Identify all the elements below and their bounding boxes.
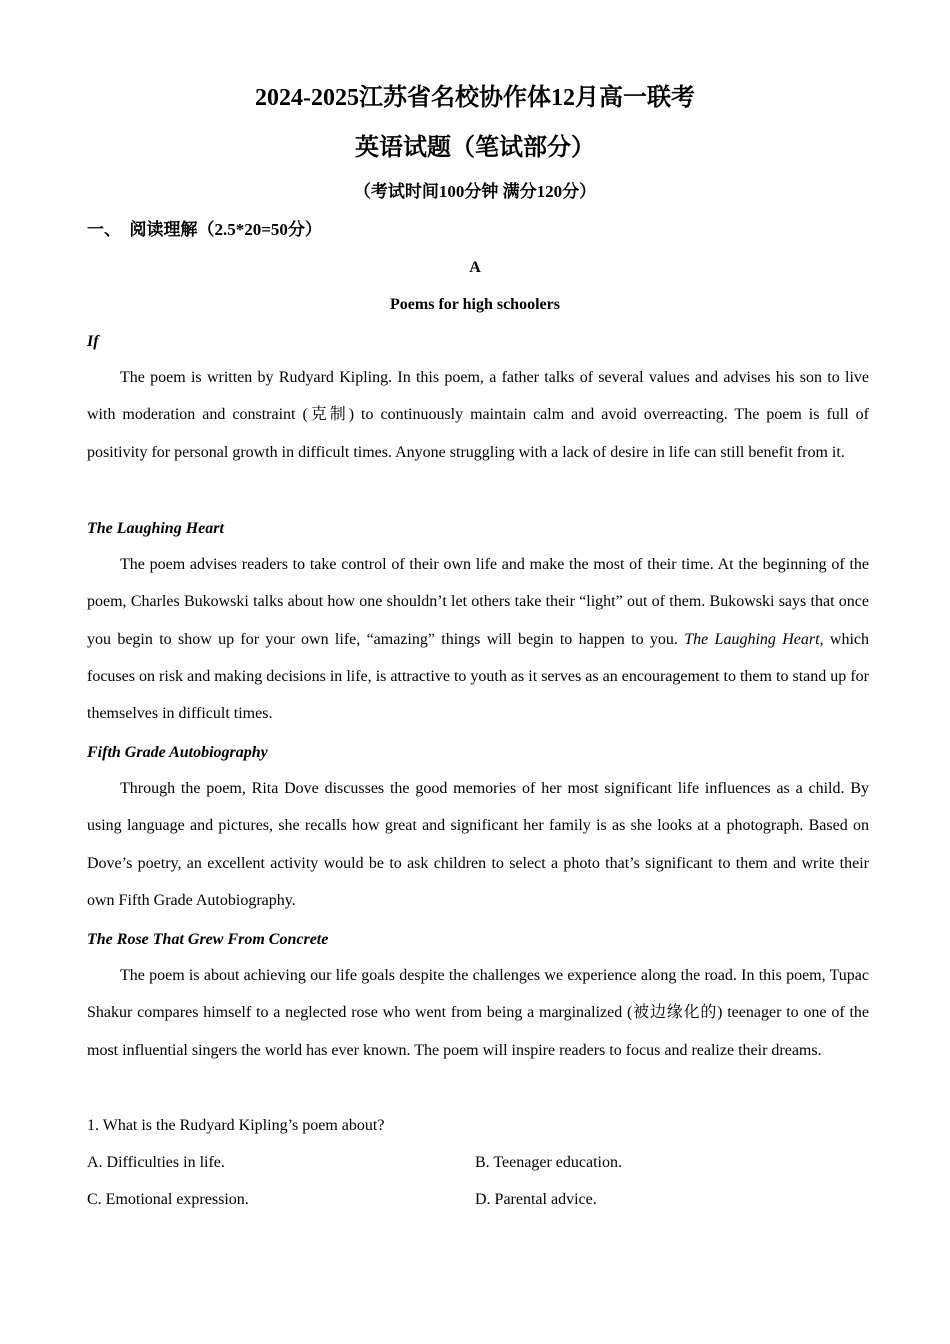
paragraph-italic-title: The Laughing Heart — [684, 630, 820, 648]
option-a: A. Difficulties in life. — [87, 1154, 225, 1171]
paragraph-text: The poem advises readers to take control of their own life and make the most of their time. At the beginning of the poem, Charles Bukowski talks about how one shouldn’t let others take their “light” out of them. Bukowski says that once you begin to show up for your own life, “amazing” things will begin to happen to you. — [87, 556, 869, 648]
poem-paragraph-rose: The poem is about achieving our life goals despite the challenges we experience along the road. In this poem, Tupac Shakur compares himself to a neglected rose who went from being a marginalized (被边缘化的) teenager to one of the most influential singers the world has ever known. The poem will inspire readers to focus and realize their dreams. — [87, 967, 869, 1059]
poem-title-laughing-heart: The Laughing Heart — [87, 520, 224, 537]
exam-info: （考试时间100分钟 满分120分） — [353, 182, 597, 201]
section-heading: 一、 阅读理解（2.5*20=50分） — [87, 220, 322, 239]
option-c: C. Emotional expression. — [87, 1191, 249, 1208]
poem-title-if: If — [87, 333, 99, 350]
exam-title: 2024-2025江苏省名校协作体12月高一联考 — [255, 85, 695, 111]
poem-title-fifth-grade: Fifth Grade Autobiography — [87, 744, 268, 761]
poem-paragraph-if: The poem is written by Rudyard Kipling. In this poem, a father talks of several values and advises his son to live with moderation and constraint (克制) to continuously maintain calm and avoid overreacting. The poem is full of positivity for personal growth in difficult times. Anyone struggling with a lack of desire in life can still benefit from it. — [87, 369, 869, 461]
exam-subtitle: 英语试题（笔试部分） — [355, 135, 595, 161]
poem-title-rose: The Rose That Grew From Concrete — [87, 931, 329, 948]
question-stem: 1. What is the Rudyard Kipling’s poem about? — [87, 1117, 385, 1134]
passage-title: Poems for high schoolers — [390, 296, 560, 313]
option-d: D. Parental advice. — [475, 1191, 597, 1208]
paragraph-text: , which focuses on risk and making decisions in life, is attractive to youth as it serves as an encouragement to them to stand up for themselves in difficult times. — [87, 630, 869, 723]
poem-paragraph-laughing-heart — [87, 546, 869, 732]
passage-letter: A — [469, 259, 481, 276]
option-b: B. Teenager education. — [475, 1154, 622, 1171]
poem-paragraph-fifth-grade: Through the poem, Rita Dove discusses the good memories of her most significant life influences as a child. By using language and pictures, she recalls how great and significant her family is as she looks at a photograph. Based on Dove’s poetry, an excellent activity would be to ask children to select a photo that’s significant to them and write their own Fifth Grade Autobiography. — [87, 780, 869, 909]
